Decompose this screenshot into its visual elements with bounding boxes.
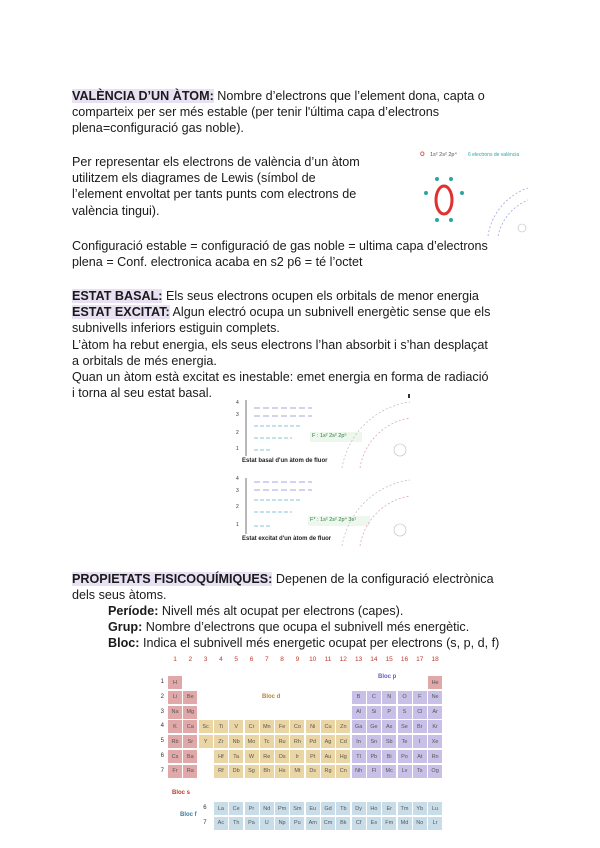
period-number: 6 <box>160 753 164 759</box>
element-cell: Ru <box>275 735 289 748</box>
element-cell: Pd <box>306 735 320 748</box>
element-cell: Cd <box>336 735 350 748</box>
element-cell: Hg <box>336 750 350 763</box>
group-number: 10 <box>309 656 317 663</box>
element-cell-f: Am <box>306 817 320 830</box>
element-cell: Cl <box>413 706 427 719</box>
element-cell-f: Tb <box>336 802 350 815</box>
group-number: 5 <box>234 656 238 663</box>
oxygen-symbol <box>436 186 452 214</box>
element-cell: C <box>367 691 381 704</box>
element-cell: As <box>382 720 396 733</box>
element-cell: Ga <box>352 720 366 733</box>
element-cell: Se <box>398 720 412 733</box>
element-cell-f: Cf <box>352 817 366 830</box>
element-cell: Sr <box>183 735 197 748</box>
element-cell: P <box>382 706 396 719</box>
element-cell: Ti <box>214 720 228 733</box>
element-cell: Al <box>352 706 366 719</box>
element-cell: Os <box>275 750 289 763</box>
element-cell: Ca <box>183 720 197 733</box>
element-cell-f: Tm <box>398 802 412 815</box>
electron-dot <box>435 218 439 222</box>
period-number: 2 <box>160 693 164 700</box>
element-cell-f: Eu <box>306 802 320 815</box>
group-number: 17 <box>416 656 424 663</box>
element-cell: Zn <box>336 720 350 733</box>
element-cell: Cs <box>168 750 182 763</box>
period-number: 3 <box>160 708 164 715</box>
element-cell-f: Np <box>275 817 289 830</box>
element-cell: Ra <box>183 765 197 778</box>
element-cell: Sn <box>367 735 381 748</box>
excited-state-figure: 4 3 2 1 F* : 1s² 2s² 2p⁴ 3s¹ Estat excitat d'un àtom de fluor <box>232 472 412 546</box>
element-cell: Te <box>398 735 412 748</box>
element-cell: Rh <box>290 735 304 748</box>
element-cell: Rb <box>168 735 182 748</box>
element-cell: Hf <box>214 750 228 763</box>
periode-line: Període: Nivell més alt ocupat per electrons (capes). <box>108 604 404 618</box>
group-number: 8 <box>280 656 284 663</box>
valencia-heading: VALÈNCIA D’UN ÀTOM: <box>72 89 214 103</box>
electron-dot <box>449 177 453 181</box>
period-number: 4 <box>160 723 164 730</box>
electron-dot <box>460 191 464 195</box>
element-cell: Ir <box>290 750 304 763</box>
propietats-paragraph: PROPIETATS FISICOQUÍMIQUES: Depenen de la configuració electrònica dels seus àtoms. <box>72 572 494 603</box>
element-cell-f: Pa <box>245 817 259 830</box>
element-cell-f: Pm <box>275 802 289 815</box>
element-cell-f: Gd <box>321 802 335 815</box>
element-cell: He <box>428 676 442 689</box>
element-cell: Sb <box>382 735 396 748</box>
element-cell: Ne <box>428 691 442 704</box>
element-cell: S <box>398 706 412 719</box>
element-cell: In <box>352 735 366 748</box>
periodic-table <box>150 652 450 842</box>
group-number: 3 <box>203 656 208 663</box>
element-cell: N <box>382 691 396 704</box>
element-cell: O <box>398 691 412 704</box>
element-cell-f: No <box>413 817 427 830</box>
element-cell: Fl <box>367 765 381 778</box>
element-cell: Ba <box>183 750 197 763</box>
bloc-f-label: Bloc f <box>180 812 197 818</box>
element-cell: Zr <box>214 735 228 748</box>
element-cell: Co <box>290 720 304 733</box>
element-cell: Kr <box>428 720 442 733</box>
element-cell: V <box>229 720 243 733</box>
stable-config-paragraph: Configuració estable = configuració de gas noble = ultima capa d’electrons plena = Conf. electronica acaba en s2 p6 = té l’octet <box>72 239 488 270</box>
element-cell: Po <box>398 750 412 763</box>
element-cell: Cu <box>321 720 335 733</box>
element-cell: Db <box>229 765 243 778</box>
bloc-line: Bloc: Indica el subnivell més energetic ocupat per electrons (s, p, d, f) <box>108 636 500 650</box>
element-cell: Mo <box>245 735 259 748</box>
element-cell-f: Sm <box>290 802 304 815</box>
element-cell-f: La <box>214 802 228 815</box>
electron-dot <box>424 191 428 195</box>
element-cell: Y <box>199 735 213 748</box>
element-cell: Bi <box>382 750 396 763</box>
element-cell-f: Lu <box>428 802 442 815</box>
element-cell: Ds <box>306 765 320 778</box>
group-number: 13 <box>354 656 363 663</box>
lewis-oxygen-svg <box>418 148 528 236</box>
basal-heading: ESTAT BASAL: <box>72 289 163 303</box>
lewis-diagram-figure: O 1s² 2s² 2p⁴ 6 electrons de valència <box>418 148 528 236</box>
element-cell-f: Bk <box>336 817 350 830</box>
element-cell: Ar <box>428 706 442 719</box>
f-period-number: 7 <box>203 819 207 826</box>
basal-state-figure: 4 3 2 1 F : 1s² 2s² 2p⁵ Estat basal d'un àtom de fluor <box>232 394 412 468</box>
element-cell-f: Lr <box>428 817 442 830</box>
element-cell-f: Cm <box>321 817 335 830</box>
element-cell: F <box>413 691 427 704</box>
period-number: 5 <box>160 738 164 745</box>
group-number: 14 <box>370 656 378 663</box>
element-cell: Tc <box>260 735 274 748</box>
element-cell: Bh <box>260 765 274 778</box>
element-cell: Rg <box>321 765 335 778</box>
element-cell: Mn <box>260 720 274 733</box>
excitat-heading: ESTAT EXCITAT: <box>72 305 170 320</box>
element-cell: Re <box>260 750 274 763</box>
group-number: 12 <box>339 656 347 663</box>
element-cell: Fr <box>168 765 182 778</box>
element-cell: Og <box>428 765 442 778</box>
element-cell-f: Er <box>382 802 396 815</box>
period-number: 7 <box>160 767 164 774</box>
element-cell: I <box>413 735 427 748</box>
element-cell: Nb <box>229 735 243 748</box>
element-cell: Hs <box>275 765 289 778</box>
bloc-p-label: Bloc p <box>378 674 397 680</box>
f-period-number: 6 <box>203 805 207 811</box>
element-cell: Tl <box>352 750 366 763</box>
element-cell: Sg <box>245 765 259 778</box>
valencia-paragraph: VALÈNCIA D’UN ÀTOM: Nombre d’electrons que l’element dona, capta o comparteix per ser més estable (per tenir l'última capa d’electrons plena=configuració gas noble). <box>72 89 485 136</box>
element-cell: Fe <box>275 720 289 733</box>
element-cell-f: U <box>260 817 274 830</box>
element-cell: Sc <box>199 720 213 733</box>
grup-line: Grup: Nombre d’electrons que ocupa el subnivell més energètic. <box>108 620 470 634</box>
element-cell: At <box>413 750 427 763</box>
bloc-d-label: Bloc d <box>262 694 281 700</box>
element-cell: Lv <box>398 765 412 778</box>
element-cell: Rn <box>428 750 442 763</box>
element-cell: Be <box>183 691 197 704</box>
group-number: 7 <box>264 656 269 663</box>
element-cell: Ni <box>306 720 320 733</box>
element-cell-f: Ac <box>214 817 228 830</box>
element-cell: Br <box>413 720 427 733</box>
element-cell-f: Fm <box>382 817 396 830</box>
element-cell: B <box>352 691 366 704</box>
element-cell-f: Ce <box>229 802 243 815</box>
period-number: 1 <box>160 679 164 685</box>
element-cell-f: Dy <box>352 802 366 815</box>
element-cell: K <box>168 720 182 733</box>
element-cell-f: Pr <box>245 802 259 815</box>
element-cell: Pt <box>306 750 320 763</box>
element-cell: Ag <box>321 735 335 748</box>
element-cell: Xe <box>428 735 442 748</box>
group-number: 9 <box>295 656 300 663</box>
group-number: 2 <box>188 656 193 663</box>
element-cell: Rf <box>214 765 228 778</box>
element-cell-f: Pu <box>290 817 304 830</box>
element-cell-f: Nd <box>260 802 274 815</box>
element-cell: Li <box>168 691 182 704</box>
element-cell: Mg <box>183 706 197 719</box>
element-cell: Pb <box>367 750 381 763</box>
element-cell: W <box>245 750 259 763</box>
group-number: 18 <box>431 656 439 663</box>
electron-dot <box>449 218 453 222</box>
element-cell: Ta <box>229 750 243 763</box>
estat-paragraph: ESTAT BASAL: Els seus electrons ocupen els orbitals de menor energia ESTAT EXCITAT: Algun electró ocupa un subnivell energètic sense que els subnivells inferiors estiguin complets. L’àtom ha rebut energia, els seus electrons l’han absorbit i s’han desplaçat a orbitals de més energia. Quan un àtom està excitat es inestable: emet energia en forma de radiació i torna al seu estat basal. <box>72 289 491 401</box>
group-number: 11 <box>324 656 332 663</box>
element-cell: Cn <box>336 765 350 778</box>
lewis-paragraph: Per representar els electrons de valència d’un àtom utilitzem els diagrames de Lewis (símbol de l’element envoltat per tants punts com electrons de valència tingui). <box>72 155 360 218</box>
element-cell-f: Yb <box>413 802 427 815</box>
element-cell: Mt <box>290 765 304 778</box>
electron-dot <box>435 177 439 181</box>
group-number: 4 <box>219 656 223 663</box>
group-number: 16 <box>400 656 409 663</box>
element-cell: Mc <box>382 765 396 778</box>
element-cell: Ge <box>367 720 381 733</box>
element-cell: Au <box>321 750 335 763</box>
element-cell: Cr <box>245 720 259 733</box>
group-number: 6 <box>249 656 254 663</box>
propietats-heading: PROPIETATS FISICOQUÍMIQUES: <box>72 572 273 586</box>
element-cell-f: Ho <box>367 802 381 815</box>
group-number: 15 <box>385 656 393 663</box>
element-cell: Si <box>367 706 381 719</box>
element-cell: Nh <box>352 765 366 778</box>
element-cell-f: Es <box>367 817 381 830</box>
element-cell: H <box>168 676 182 689</box>
element-cell-f: Th <box>229 817 243 830</box>
element-cell-f: Md <box>398 817 412 830</box>
element-cell: Na <box>168 706 182 719</box>
bloc-s-label: Bloc s <box>172 790 191 796</box>
group-number: 1 <box>173 656 177 663</box>
element-cell: Ts <box>413 765 427 778</box>
